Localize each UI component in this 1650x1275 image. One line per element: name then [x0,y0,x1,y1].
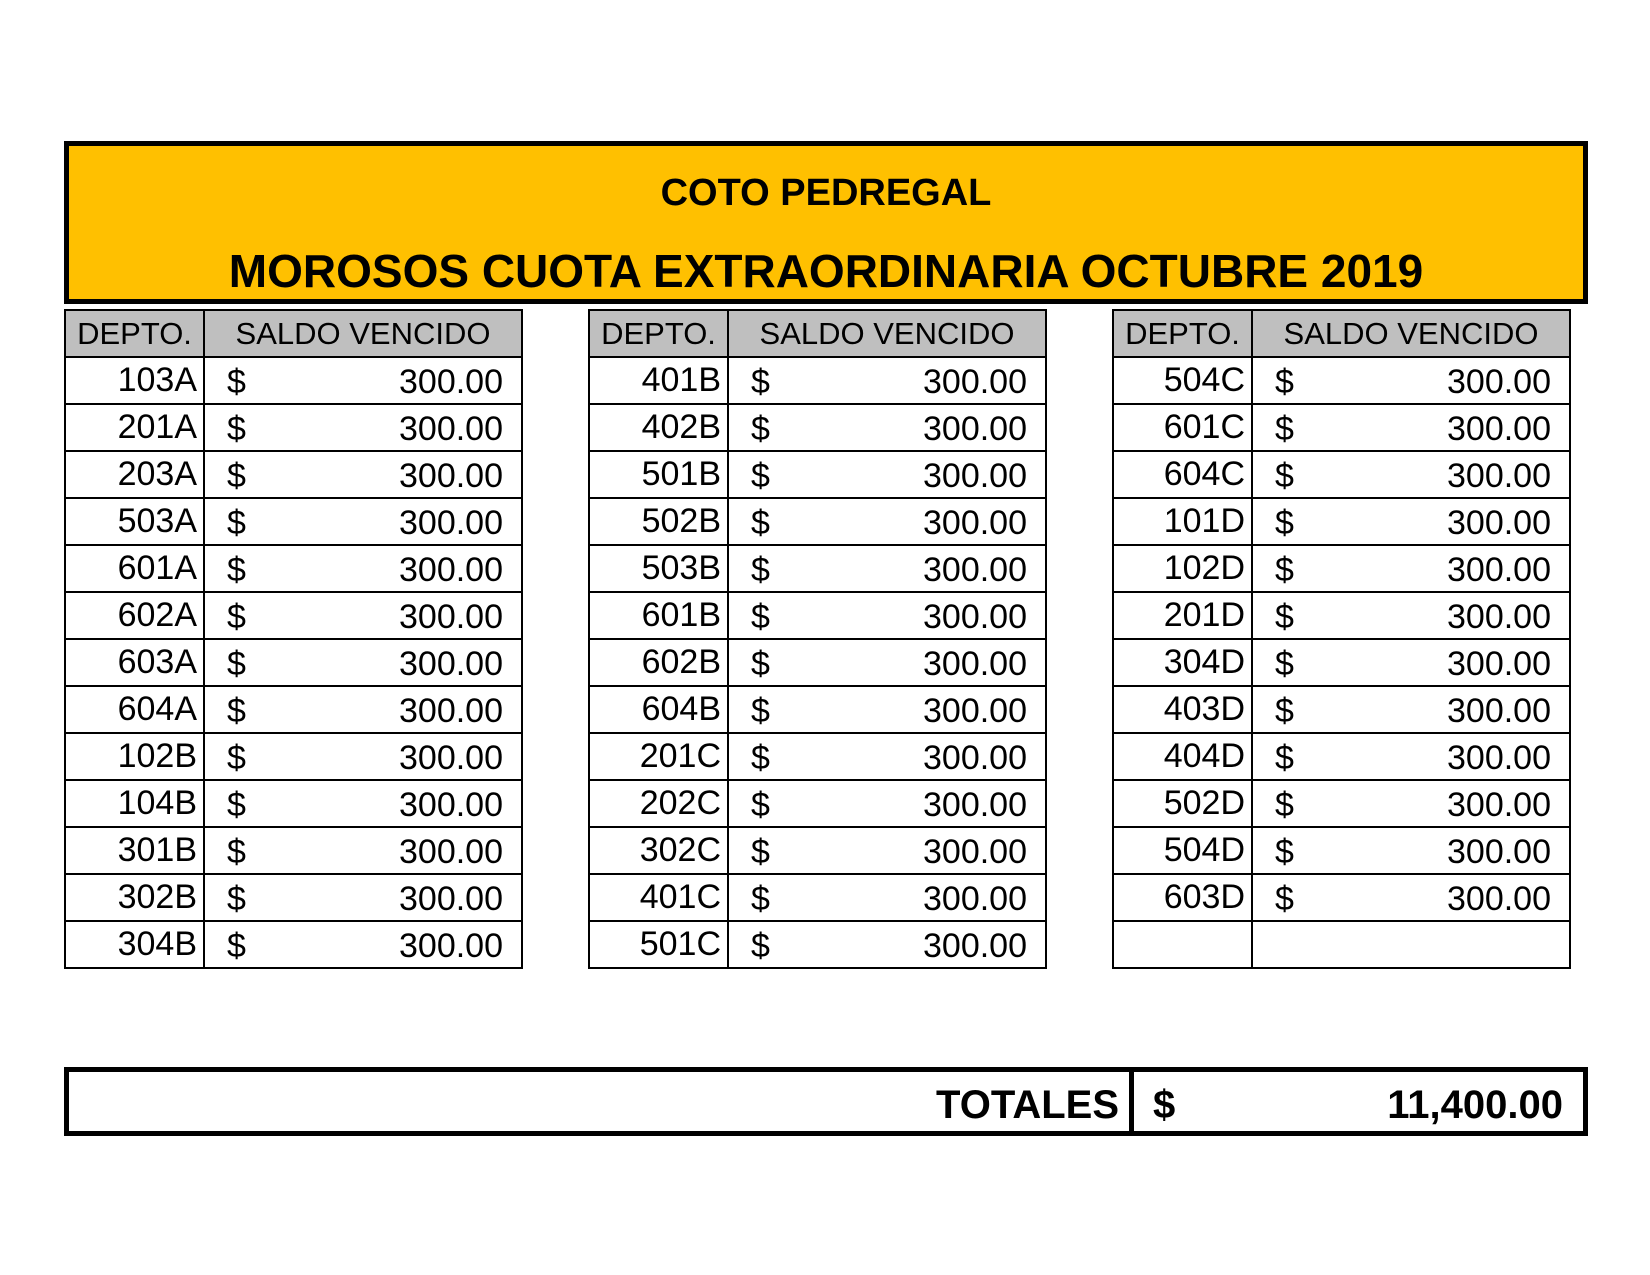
amount-value: 300.00 [923,457,1027,495]
amount-value: 300.00 [923,692,1027,730]
amount-value: 300.00 [1447,551,1551,589]
table-row [1113,357,1570,404]
currency-symbol: $ [751,880,770,918]
table-row [589,733,1046,780]
balance-cell [728,451,1046,498]
column-header-dept: DEPTO. [589,310,728,357]
table-row [65,780,522,827]
amount-value: 300.00 [923,363,1027,401]
balance-cell [204,357,522,404]
currency-symbol: $ [1275,739,1294,777]
balance-cell [1252,639,1570,686]
totals-label: TOTALES [936,1083,1119,1127]
table-row [589,827,1046,874]
table-row [65,921,522,968]
balance-cell [204,827,522,874]
debtors-table-1 [64,309,523,969]
subtitle: COTO PEDREGAL [660,172,992,214]
balance-cell [1252,921,1570,968]
currency-symbol: $ [751,833,770,871]
amount-value: 300.00 [399,880,503,918]
dept-cell: 202C [589,780,728,827]
dept-cell: 501B [589,451,728,498]
dept-cell: 302B [65,874,204,921]
balance-cell [204,545,522,592]
amount-value: 300.00 [399,927,503,965]
dept-cell: 102B [65,733,204,780]
table-row [1113,874,1570,921]
amount-value: 300.00 [1447,692,1551,730]
dept-cell: 504D [1113,827,1252,874]
dept-cell: 401C [589,874,728,921]
currency-symbol: $ [1275,645,1294,683]
currency-symbol: $ [227,739,246,777]
amount-value: 300.00 [399,551,503,589]
balance-cell [728,827,1046,874]
table-row [1113,733,1570,780]
amount-value: 300.00 [923,645,1027,683]
table-row [65,874,522,921]
dept-cell: 602A [65,592,204,639]
currency-symbol: $ [227,786,246,824]
amount-value: 300.00 [1447,598,1551,636]
currency-symbol: $ [751,927,770,965]
table-row [1113,639,1570,686]
table-row [1113,498,1570,545]
title-banner [64,141,1588,304]
table-row [65,827,522,874]
balance-cell [204,686,522,733]
currency-symbol: $ [227,927,246,965]
dept-cell: 503A [65,498,204,545]
amount-value: 300.00 [399,410,503,448]
table-row [65,686,522,733]
dept-cell: 201D [1113,592,1252,639]
dept-cell: 402B [589,404,728,451]
amount-value: 300.00 [399,739,503,777]
currency-symbol: $ [751,692,770,730]
table-row [589,451,1046,498]
currency-symbol: $ [1275,410,1294,448]
dept-cell: 502D [1113,780,1252,827]
currency-symbol: $ [1275,363,1294,401]
balance-cell [728,686,1046,733]
table-row [589,592,1046,639]
table-row [1113,404,1570,451]
table-header-row [1113,310,1570,357]
table-row [1113,686,1570,733]
currency-symbol: $ [227,598,246,636]
balance-cell [204,404,522,451]
dept-cell: 302C [589,827,728,874]
dept-cell: 404D [1113,733,1252,780]
balance-cell [1252,498,1570,545]
table-row [1113,592,1570,639]
dept-cell: 103A [65,357,204,404]
dept-cell: 201C [589,733,728,780]
dept-cell: 603A [65,639,204,686]
totals-row [64,1067,1588,1136]
table-row [1113,451,1570,498]
balance-cell [1252,686,1570,733]
currency-symbol: $ [1275,880,1294,918]
table-row [589,874,1046,921]
balance-cell [1252,592,1570,639]
dept-cell: 603D [1113,874,1252,921]
currency-symbol: $ [751,457,770,495]
balance-cell [728,357,1046,404]
table-row [65,498,522,545]
amount-value: 300.00 [923,833,1027,871]
table-header-row [65,310,522,357]
dept-cell: 504C [1113,357,1252,404]
column-header-balance: SALDO VENCIDO [1252,310,1570,357]
dept-cell: 304D [1113,639,1252,686]
currency-symbol: $ [227,504,246,542]
amount-value: 300.00 [923,786,1027,824]
table-row [589,686,1046,733]
table-row [65,592,522,639]
table-row [65,357,522,404]
amount-value: 300.00 [923,739,1027,777]
amount-value: 300.00 [1447,457,1551,495]
currency-symbol: $ [227,410,246,448]
amount-value: 300.00 [399,833,503,871]
amount-value: 300.00 [1447,786,1551,824]
currency-symbol: $ [227,363,246,401]
table-row [589,639,1046,686]
balance-cell [204,592,522,639]
currency-symbol: $ [751,739,770,777]
amount-value: 300.00 [399,363,503,401]
table-header-row [589,310,1046,357]
column-header-dept: DEPTO. [65,310,204,357]
balance-cell [728,404,1046,451]
amount-value: 300.00 [1447,739,1551,777]
table-row [589,404,1046,451]
currency-symbol: $ [751,410,770,448]
balance-cell [1252,780,1570,827]
balance-cell [1252,827,1570,874]
dept-cell: 403D [1113,686,1252,733]
balance-cell [204,451,522,498]
column-header-balance: SALDO VENCIDO [204,310,522,357]
currency-symbol: $ [227,692,246,730]
table-row [65,733,522,780]
dept-cell: 604A [65,686,204,733]
page-title: MOROSOS CUOTA EXTRAORDINARIA OCTUBRE 2019 [228,245,1424,297]
amount-value: 300.00 [399,692,503,730]
debtors-table-2 [588,309,1047,969]
currency-symbol: $ [1275,598,1294,636]
dept-cell: 401B [589,357,728,404]
currency-symbol: $ [227,833,246,871]
balance-cell [728,639,1046,686]
amount-value: 300.00 [923,880,1027,918]
dept-cell: 304B [65,921,204,968]
currency-symbol: $ [751,786,770,824]
currency-symbol: $ [1275,833,1294,871]
currency-symbol: $ [751,363,770,401]
balance-cell [204,921,522,968]
table-row [589,921,1046,968]
amount-value: 300.00 [1447,363,1551,401]
currency-symbol: $ [751,551,770,589]
currency-symbol: $ [227,880,246,918]
balance-cell [204,639,522,686]
dept-cell: 604B [589,686,728,733]
dept-cell: 503B [589,545,728,592]
table-row [65,639,522,686]
totals-divider [1129,1072,1134,1131]
table-row [589,545,1046,592]
currency-symbol: $ [1275,786,1294,824]
dept-cell: 501C [589,921,728,968]
dept-cell: 203A [65,451,204,498]
table-row [65,545,522,592]
totals-amount: 11,400.00 [1387,1083,1563,1127]
currency-symbol: $ [1275,551,1294,589]
amount-value: 300.00 [1447,645,1551,683]
table-row [589,357,1046,404]
balance-cell [204,874,522,921]
amount-value: 300.00 [399,504,503,542]
column-header-dept: DEPTO. [1113,310,1252,357]
balance-cell [1252,874,1570,921]
currency-symbol: $ [1275,692,1294,730]
balance-cell [728,874,1046,921]
balance-cell [728,921,1046,968]
dept-cell: 604C [1113,451,1252,498]
amount-value: 300.00 [1447,410,1551,448]
dept-cell: 104B [65,780,204,827]
currency-symbol: $ [1275,457,1294,495]
currency-symbol: $ [227,457,246,495]
dept-cell: 602B [589,639,728,686]
table-row [589,780,1046,827]
table-row [1113,780,1570,827]
table-row [1113,921,1570,968]
currency-symbol: $ [227,645,246,683]
table-row [65,404,522,451]
balance-cell [1252,451,1570,498]
amount-value: 300.00 [399,786,503,824]
balance-cell [1252,733,1570,780]
balance-cell [728,498,1046,545]
balance-cell [204,733,522,780]
dept-cell [1113,921,1252,968]
dept-cell: 502B [589,498,728,545]
table-row [1113,545,1570,592]
dept-cell: 101D [1113,498,1252,545]
dept-cell: 601C [1113,404,1252,451]
currency-symbol: $ [751,598,770,636]
amount-value: 300.00 [923,410,1027,448]
balance-cell [204,498,522,545]
amount-value: 300.00 [923,927,1027,965]
dept-cell: 102D [1113,545,1252,592]
balance-cell [728,780,1046,827]
balance-cell [728,592,1046,639]
amount-value: 300.00 [923,551,1027,589]
balance-cell [728,733,1046,780]
amount-value: 300.00 [923,598,1027,636]
balance-cell [1252,545,1570,592]
amount-value: 300.00 [1447,504,1551,542]
dept-cell: 201A [65,404,204,451]
currency-symbol: $ [1275,504,1294,542]
amount-value: 300.00 [923,504,1027,542]
column-header-balance: SALDO VENCIDO [728,310,1046,357]
table-row [65,451,522,498]
balance-cell [1252,357,1570,404]
balance-cell [728,545,1046,592]
amount-value: 300.00 [399,598,503,636]
table-row [589,498,1046,545]
dept-cell: 601A [65,545,204,592]
table-row [1113,827,1570,874]
amount-value: 300.00 [399,457,503,495]
amount-value: 300.00 [1447,833,1551,871]
currency-symbol: $ [751,504,770,542]
balance-cell [1252,404,1570,451]
debtors-table-3 [1112,309,1571,969]
currency-symbol: $ [751,645,770,683]
currency-symbol: $ [227,551,246,589]
amount-value: 300.00 [1447,880,1551,918]
balance-cell [204,780,522,827]
amount-value: 300.00 [399,645,503,683]
totals-currency: $ [1153,1083,1176,1127]
dept-cell: 301B [65,827,204,874]
dept-cell: 601B [589,592,728,639]
